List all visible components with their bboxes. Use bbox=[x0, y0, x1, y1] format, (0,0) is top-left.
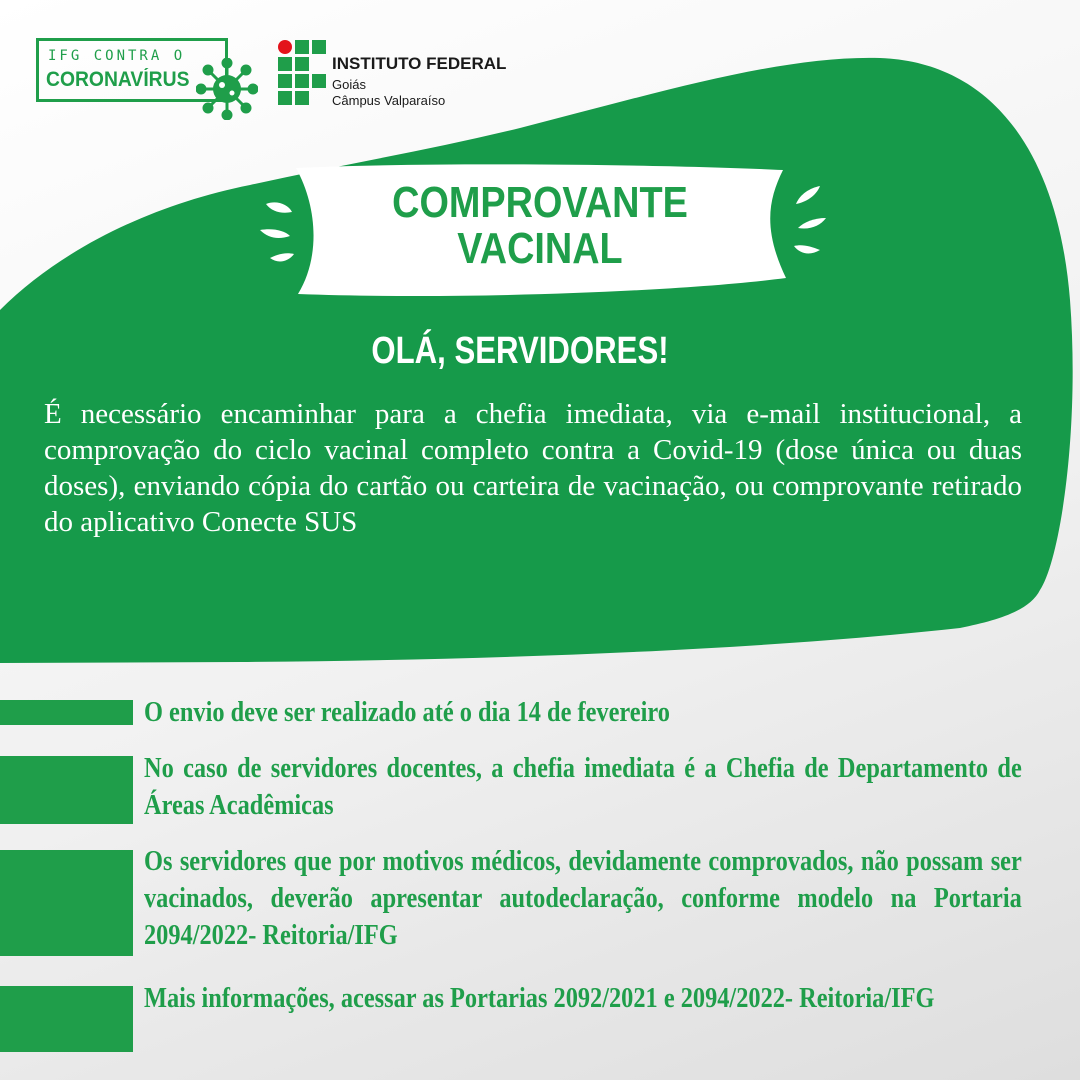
logo-line-1: IFG CONTRA O bbox=[48, 48, 186, 64]
info-item-2 bbox=[144, 750, 1022, 824]
institute-state: Goiás bbox=[332, 77, 366, 92]
virus-icon bbox=[196, 58, 258, 120]
item-bar-3 bbox=[0, 850, 133, 956]
greeting-heading: OLÁ, SERVIDORES! bbox=[371, 330, 669, 372]
item-bar-4 bbox=[0, 986, 133, 1052]
ifg-coronavirus-logo bbox=[36, 38, 256, 120]
item-bar-2 bbox=[0, 756, 133, 824]
logo-line-2: CORONAVÍRUS bbox=[46, 68, 190, 91]
item-bar-1 bbox=[0, 700, 133, 725]
info-item-1-text: O envio deve ser realizado até o dia 14 de fevereiro bbox=[144, 696, 670, 728]
info-item-2-text: No caso de servidores docentes, a chefia imediata é a Chefia de Departamento de Áreas Acadêmicas bbox=[144, 752, 1022, 821]
info-item-3-text: Os servidores que por motivos médicos, devidamente comprovados, não possam ser vacinados, deverão apresentar autodeclaração, conforme modelo na Portaria 2094/2022- Reitoria/IFG bbox=[144, 845, 1022, 951]
page-title bbox=[368, 180, 712, 272]
info-item-3 bbox=[144, 843, 1022, 954]
intro-paragraph: É necessário encaminhar para a chefia imediata, via e-mail institucional, a comprovação do ciclo vacinal completo contra a Covid-19 (dose única ou duas doses), enviando cópia do cartão ou carteira de vacinação, ou comprovante retirado do aplicativo Conecte SUS bbox=[44, 398, 1022, 538]
title-line-2: VACINAL bbox=[457, 224, 623, 273]
title-line-1: COMPROVANTE bbox=[392, 178, 688, 227]
info-item-4 bbox=[144, 980, 1022, 1017]
if-grid-icon bbox=[278, 40, 328, 106]
info-item-1 bbox=[144, 694, 1022, 731]
info-item-4-text: Mais informações, acessar as Portarias 2092/2021 e 2094/2022- Reitoria/IFG bbox=[144, 982, 935, 1014]
institute-name: INSTITUTO FEDERAL bbox=[332, 54, 507, 73]
institute-campus: Câmpus Valparaíso bbox=[332, 93, 446, 108]
instituto-federal-logo bbox=[278, 40, 538, 110]
